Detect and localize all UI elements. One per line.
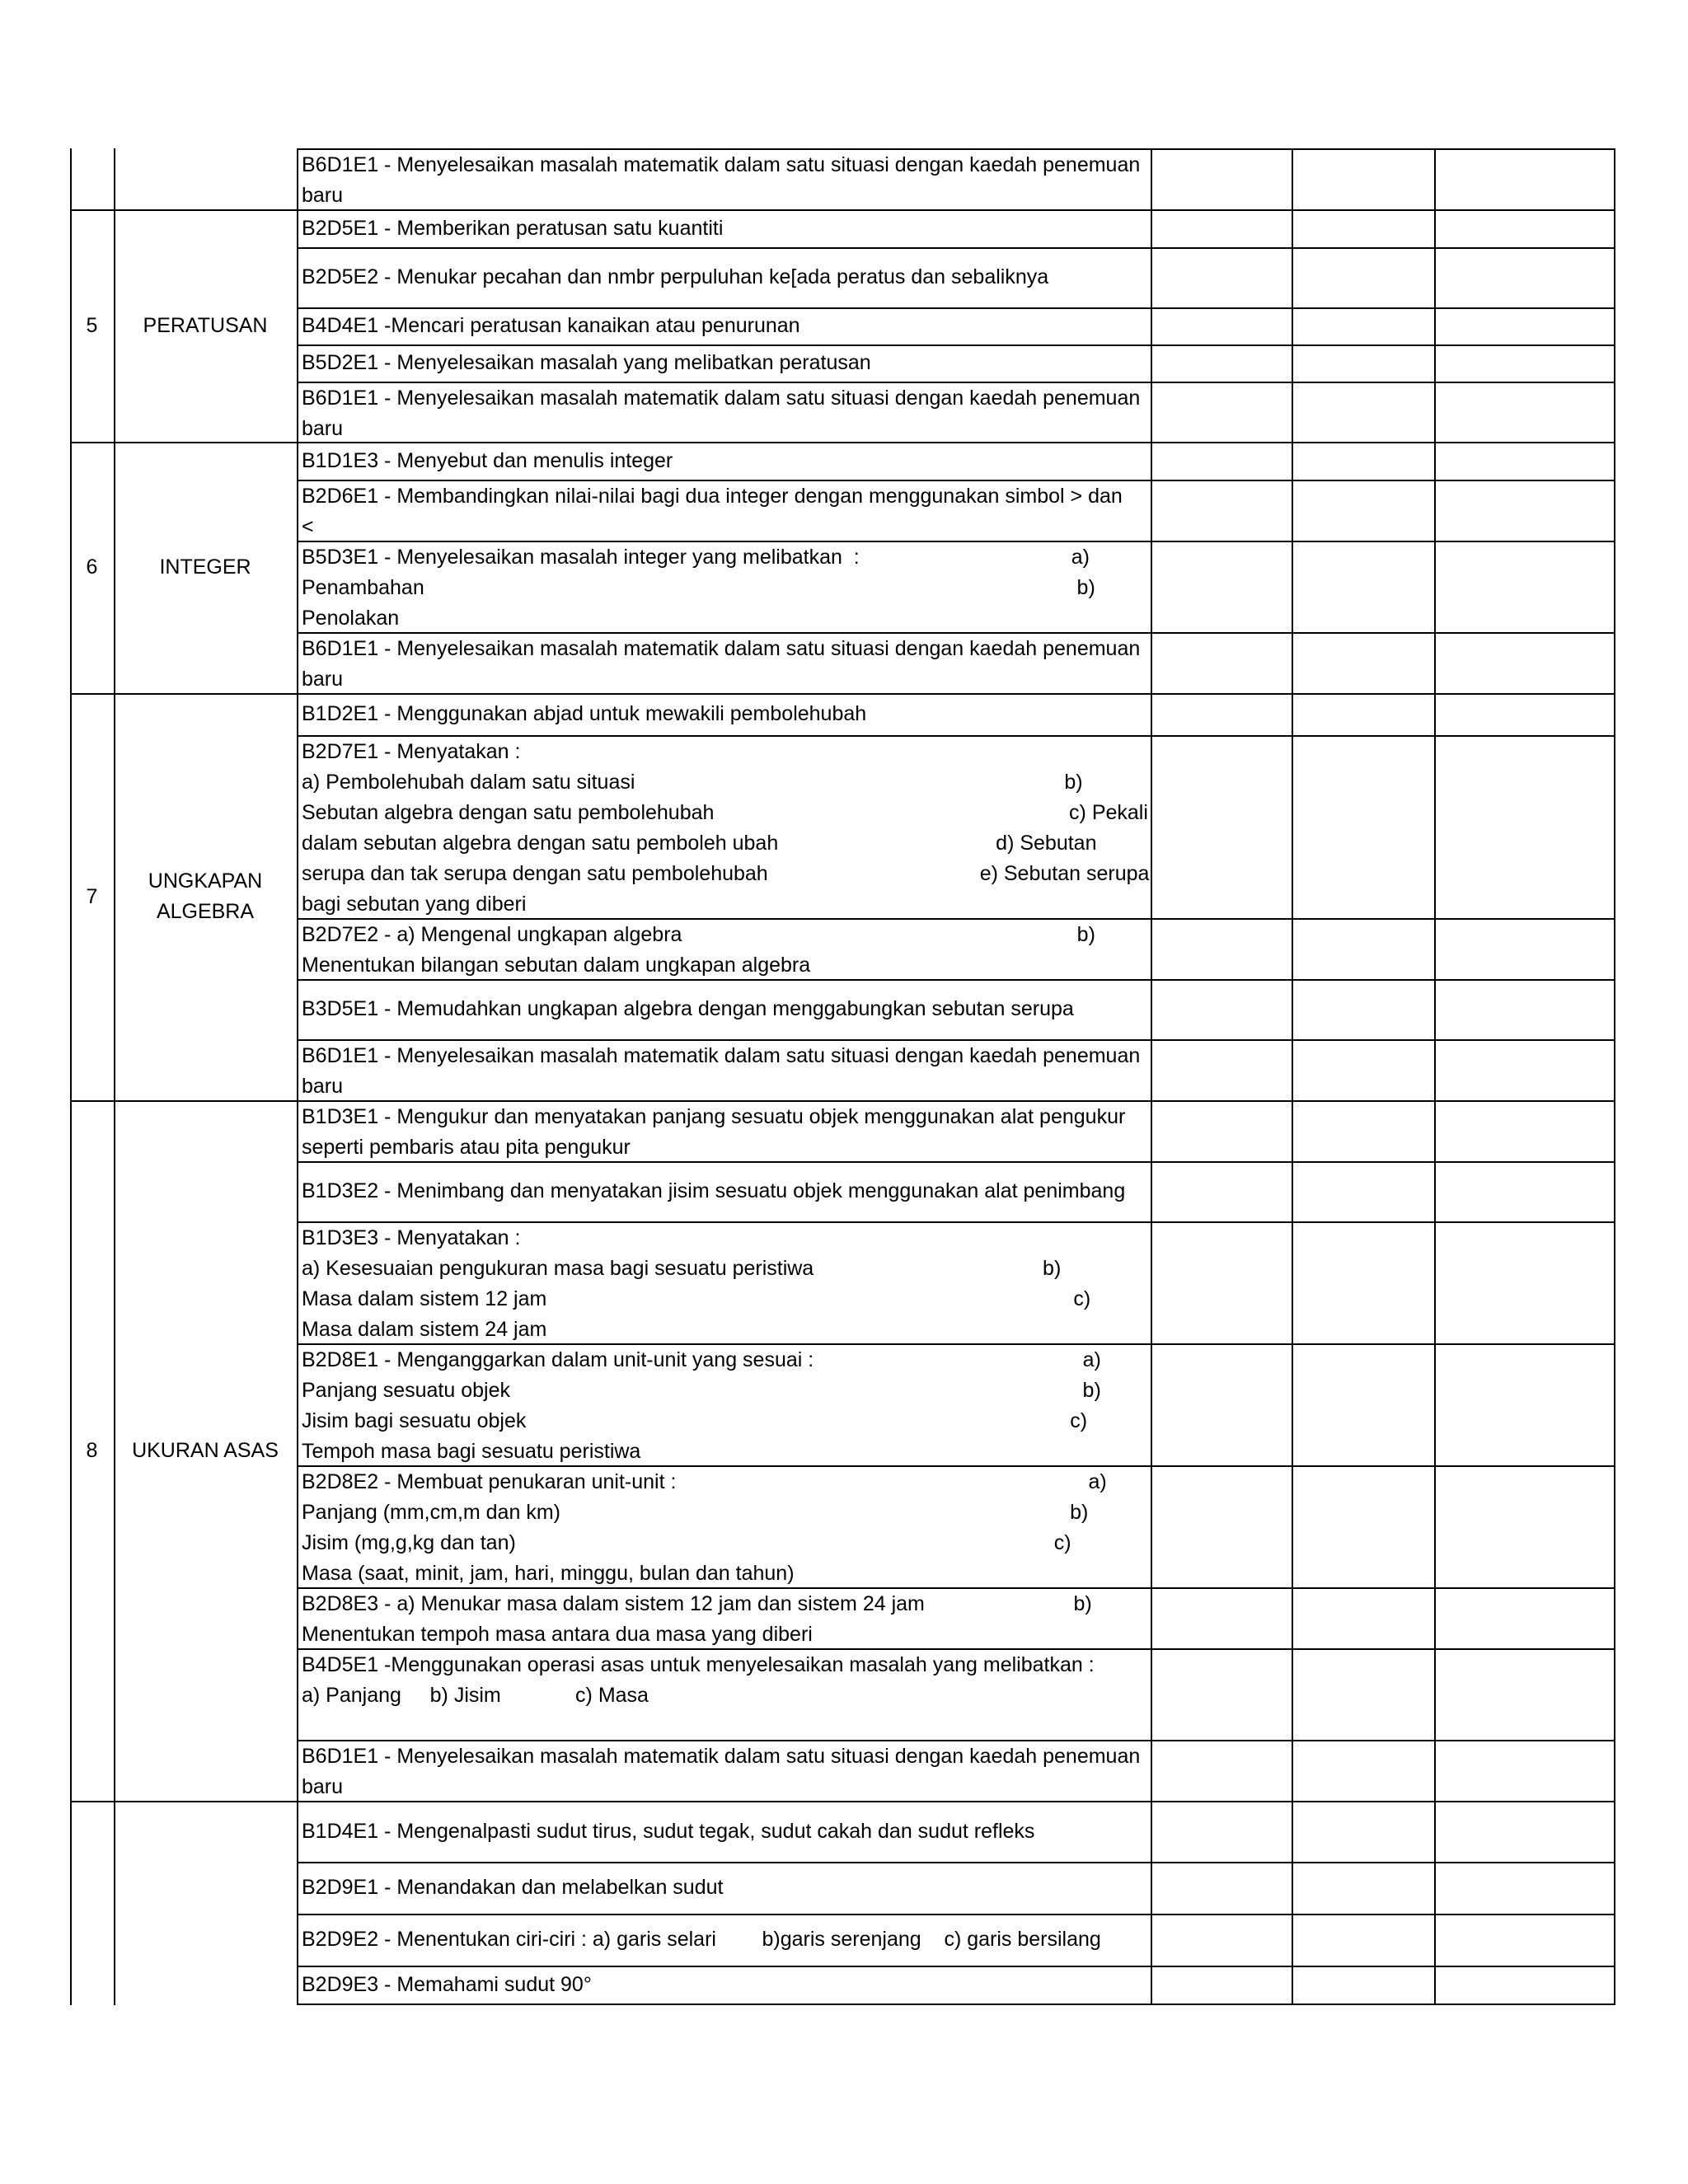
topic-name: PERATUSAN <box>143 313 268 337</box>
table-border <box>1151 148 1152 2005</box>
mark-cell-3 <box>1434 209 1614 247</box>
mark-cell-2 <box>1292 1862 1434 1914</box>
standard-description: B5D3E1 - Menyelesaikan masalah integer yang melibatkan : a) Penambahan b) Penolakan <box>302 546 1095 630</box>
mark-cell-2 <box>1292 1740 1434 1801</box>
standard-description: B5D2E1 - Menyelesaikan masalah yang melibatkan peratusan <box>302 351 871 374</box>
mark-cell-3 <box>1434 344 1614 382</box>
mark-cell-3 <box>1434 1587 1614 1648</box>
mark-cell-2 <box>1292 693 1434 735</box>
standard-description: B2D9E1 - Menandakan dan melabelkan sudut <box>302 1876 724 1899</box>
standard-description: B2D8E2 - Membuat penukaran unit-unit : a) Panjang (mm,cm,m dan km) b) Jisim (mg,g,kg dan tan) c) Masa (saat, minit, jam, hari, minggu, bulan dan tahun) <box>302 1470 1107 1585</box>
standard-description: B3D5E1 - Memudahkan ungkapan algebra dengan menggabungkan sebutan serupa <box>302 997 1074 1020</box>
standard-description: B2D8E3 - a) Menukar masa dalam sistem 12 jam dan sistem 24 jam b) Menentukan tempoh masa antara dua masa yang diberi <box>302 1592 1092 1646</box>
mark-cell-3 <box>1434 918 1614 979</box>
mark-cell-2 <box>1292 979 1434 1039</box>
mark-cell-3 <box>1434 1161 1614 1221</box>
mark-cell-3 <box>1434 693 1614 735</box>
mark-cell-2 <box>1292 247 1434 307</box>
mark-cell-2 <box>1292 1161 1434 1221</box>
standard-description: B2D5E2 - Menukar pecahan dan nmbr perpuluhan ke[ada peratus dan sebaliknya <box>302 265 1049 288</box>
mark-cell-2 <box>1292 1039 1434 1100</box>
mark-cell-3 <box>1434 1740 1614 1801</box>
mark-cell-1 <box>1151 918 1292 979</box>
mark-cell-3 <box>1434 1862 1614 1914</box>
table-border <box>297 2004 1615 2005</box>
standard-description: B1D2E1 - Menggunakan abjad untuk mewakili pembolehubah <box>302 702 867 725</box>
mark-cell-3 <box>1434 1914 1614 1966</box>
mark-cell-3 <box>1434 979 1614 1039</box>
mark-cell-1 <box>1151 307 1292 344</box>
mark-cell-3 <box>1434 480 1614 541</box>
mark-cell-2 <box>1292 442 1434 480</box>
table-border <box>297 148 1615 150</box>
mark-cell-2 <box>1292 1648 1434 1740</box>
mark-cell-1 <box>1151 1221 1292 1343</box>
standard-description: B2D9E2 - Menentukan ciri-ciri : a) garis selari b)garis serenjang c) garis bersilang <box>302 1928 1101 1951</box>
mark-cell-3 <box>1434 307 1614 344</box>
topic-name: INTEGER <box>159 555 251 579</box>
table-border <box>297 148 298 2005</box>
mark-cell-1 <box>1151 541 1292 632</box>
mark-cell-2 <box>1292 148 1434 209</box>
topic-number <box>70 148 114 209</box>
topic-name <box>114 1801 297 2004</box>
standard-description: B2D5E1 - Memberikan peratusan satu kuantiti <box>302 216 724 240</box>
mark-cell-1 <box>1151 1587 1292 1648</box>
mark-cell-1 <box>1151 442 1292 480</box>
mark-cell-3 <box>1434 247 1614 307</box>
mark-cell-2 <box>1292 1221 1434 1343</box>
standard-description: B4D5E1 -Menggunakan operasi asas untuk menyelesaikan masalah yang melibatkan : a) Panjang b) Jisim c) Masa <box>302 1653 1095 1707</box>
table-border <box>70 148 72 2005</box>
standard-description: B6D1E1 - Menyelesaikan masalah matematik dalam satu situasi dengan kaedah penemuan baru <box>302 1745 1141 1798</box>
mark-cell-3 <box>1434 735 1614 918</box>
mark-cell-2 <box>1292 307 1434 344</box>
mark-cell-2 <box>1292 1465 1434 1587</box>
mark-cell-2 <box>1292 1966 1434 2004</box>
standard-description: B1D3E2 - Menimbang dan menyatakan jisim sesuatu objek menggunakan alat penimbang <box>302 1179 1126 1202</box>
mark-cell-3 <box>1434 382 1614 442</box>
standard-description: B1D1E3 - Menyebut dan menulis integer <box>302 448 673 472</box>
mark-cell-1 <box>1151 1100 1292 1161</box>
mark-cell-1 <box>1151 247 1292 307</box>
mark-cell-2 <box>1292 480 1434 541</box>
mark-cell-2 <box>1292 918 1434 979</box>
mark-cell-1 <box>1151 632 1292 693</box>
mark-cell-2 <box>1292 1914 1434 1966</box>
mark-cell-2 <box>1292 1343 1434 1465</box>
mark-cell-2 <box>1292 209 1434 247</box>
mark-cell-1 <box>1151 1740 1292 1801</box>
mark-cell-1 <box>1151 1966 1292 2004</box>
topic-number: 5 <box>86 313 98 337</box>
mark-cell-1 <box>1151 1914 1292 1966</box>
table-border <box>1292 148 1293 2005</box>
standard-description: B2D9E3 - Memahami sudut 90° <box>302 1972 592 1996</box>
topic-number: 7 <box>86 884 98 908</box>
mark-cell-2 <box>1292 1801 1434 1862</box>
topic-number: 6 <box>86 555 98 579</box>
mark-cell-3 <box>1434 1801 1614 1862</box>
mark-cell-2 <box>1292 344 1434 382</box>
standard-description: B4D4E1 -Mencari peratusan kanaikan atau penurunan <box>302 314 800 337</box>
standard-description: B2D7E1 - Menyatakan : a) Pembolehubah dalam satu situasi b) Sebutan algebra dengan satu pembolehubah c) Pekali dalam sebutan algebra dengan satu pemboleh ubah d) Sebutan serupa dan tak serupa dengan satu pembolehubah e) Sebutan serupa bagi sebutan yang diberi <box>302 740 1150 916</box>
standard-description: B1D4E1 - Mengenalpasti sudut tirus, sudut tegak, sudut cakah dan sudut refleks <box>302 1819 1035 1843</box>
mark-cell-1 <box>1151 1801 1292 1862</box>
mark-cell-1 <box>1151 382 1292 442</box>
standard-description: B2D7E2 - a) Mengenal ungkapan algebra b) Menentukan bilangan sebutan dalam ungkapan algebra <box>302 923 1095 977</box>
mark-cell-1 <box>1151 1161 1292 1221</box>
mark-cell-3 <box>1434 1648 1614 1740</box>
standard-description: B6D1E1 - Menyelesaikan masalah matematik dalam satu situasi dengan kaedah penemuan baru <box>302 1044 1141 1098</box>
mark-cell-1 <box>1151 1648 1292 1740</box>
mark-cell-3 <box>1434 632 1614 693</box>
standard-description: B1D3E1 - Mengukur dan menyatakan panjang sesuatu objek menggunakan alat pengukur seperti pembaris atau pita pengukur <box>302 1105 1126 1159</box>
standard-description: B1D3E3 - Menyatakan : a) Kesesuaian pengukuran masa bagi sesuatu peristiwa b) Masa dalam sistem 12 jam c) Masa dalam sistem 24 jam <box>302 1226 1091 1341</box>
mark-cell-1 <box>1151 693 1292 735</box>
topic-name <box>114 148 297 209</box>
mark-cell-3 <box>1434 442 1614 480</box>
standard-description: B6D1E1 - Menyelesaikan masalah matematik dalam satu situasi dengan kaedah penemuan baru <box>302 153 1141 207</box>
mark-cell-1 <box>1151 148 1292 209</box>
mark-cell-1 <box>1151 209 1292 247</box>
mark-cell-2 <box>1292 632 1434 693</box>
mark-cell-1 <box>1151 1465 1292 1587</box>
topic-number: 8 <box>86 1438 98 1462</box>
mark-cell-2 <box>1292 735 1434 918</box>
mark-cell-1 <box>1151 979 1292 1039</box>
mark-cell-3 <box>1434 148 1614 209</box>
mark-cell-2 <box>1292 1587 1434 1648</box>
mark-cell-1 <box>1151 1039 1292 1100</box>
mark-cell-2 <box>1292 382 1434 442</box>
table-border <box>1614 148 1615 2005</box>
mark-cell-3 <box>1434 1343 1614 1465</box>
mark-cell-3 <box>1434 1966 1614 2004</box>
mark-cell-1 <box>1151 735 1292 918</box>
mark-cell-3 <box>1434 541 1614 632</box>
mark-cell-3 <box>1434 1221 1614 1343</box>
standard-description: B2D8E1 - Menganggarkan dalam unit-unit yang sesuai : a) Panjang sesuatu objek b) Jisim bagi sesuatu objek c) Tempoh masa bagi sesuatu peristiwa <box>302 1348 1101 1463</box>
mark-cell-2 <box>1292 1100 1434 1161</box>
table-border <box>114 148 115 2005</box>
topic-name: UNGKAPAN ALGEBRA <box>148 869 263 923</box>
mark-cell-2 <box>1292 541 1434 632</box>
table-border <box>1434 148 1436 2005</box>
topic-number <box>70 1801 114 2004</box>
mark-cell-3 <box>1434 1465 1614 1587</box>
mark-cell-3 <box>1434 1039 1614 1100</box>
mark-cell-1 <box>1151 344 1292 382</box>
mark-cell-1 <box>1151 480 1292 541</box>
standard-description: B6D1E1 - Menyelesaikan masalah matematik dalam satu situasi dengan kaedah penemuan baru <box>302 637 1141 691</box>
standard-description: B6D1E1 - Menyelesaikan masalah matematik dalam satu situasi dengan kaedah penemuan baru <box>302 387 1141 440</box>
standard-description: B2D6E1 - Membandingkan nilai-nilai bagi dua integer dengan menggunakan simbol > dan < <box>302 485 1123 538</box>
mark-cell-3 <box>1434 1100 1614 1161</box>
topic-name: UKURAN ASAS <box>132 1438 279 1462</box>
mark-cell-1 <box>1151 1343 1292 1465</box>
mark-cell-1 <box>1151 1862 1292 1914</box>
